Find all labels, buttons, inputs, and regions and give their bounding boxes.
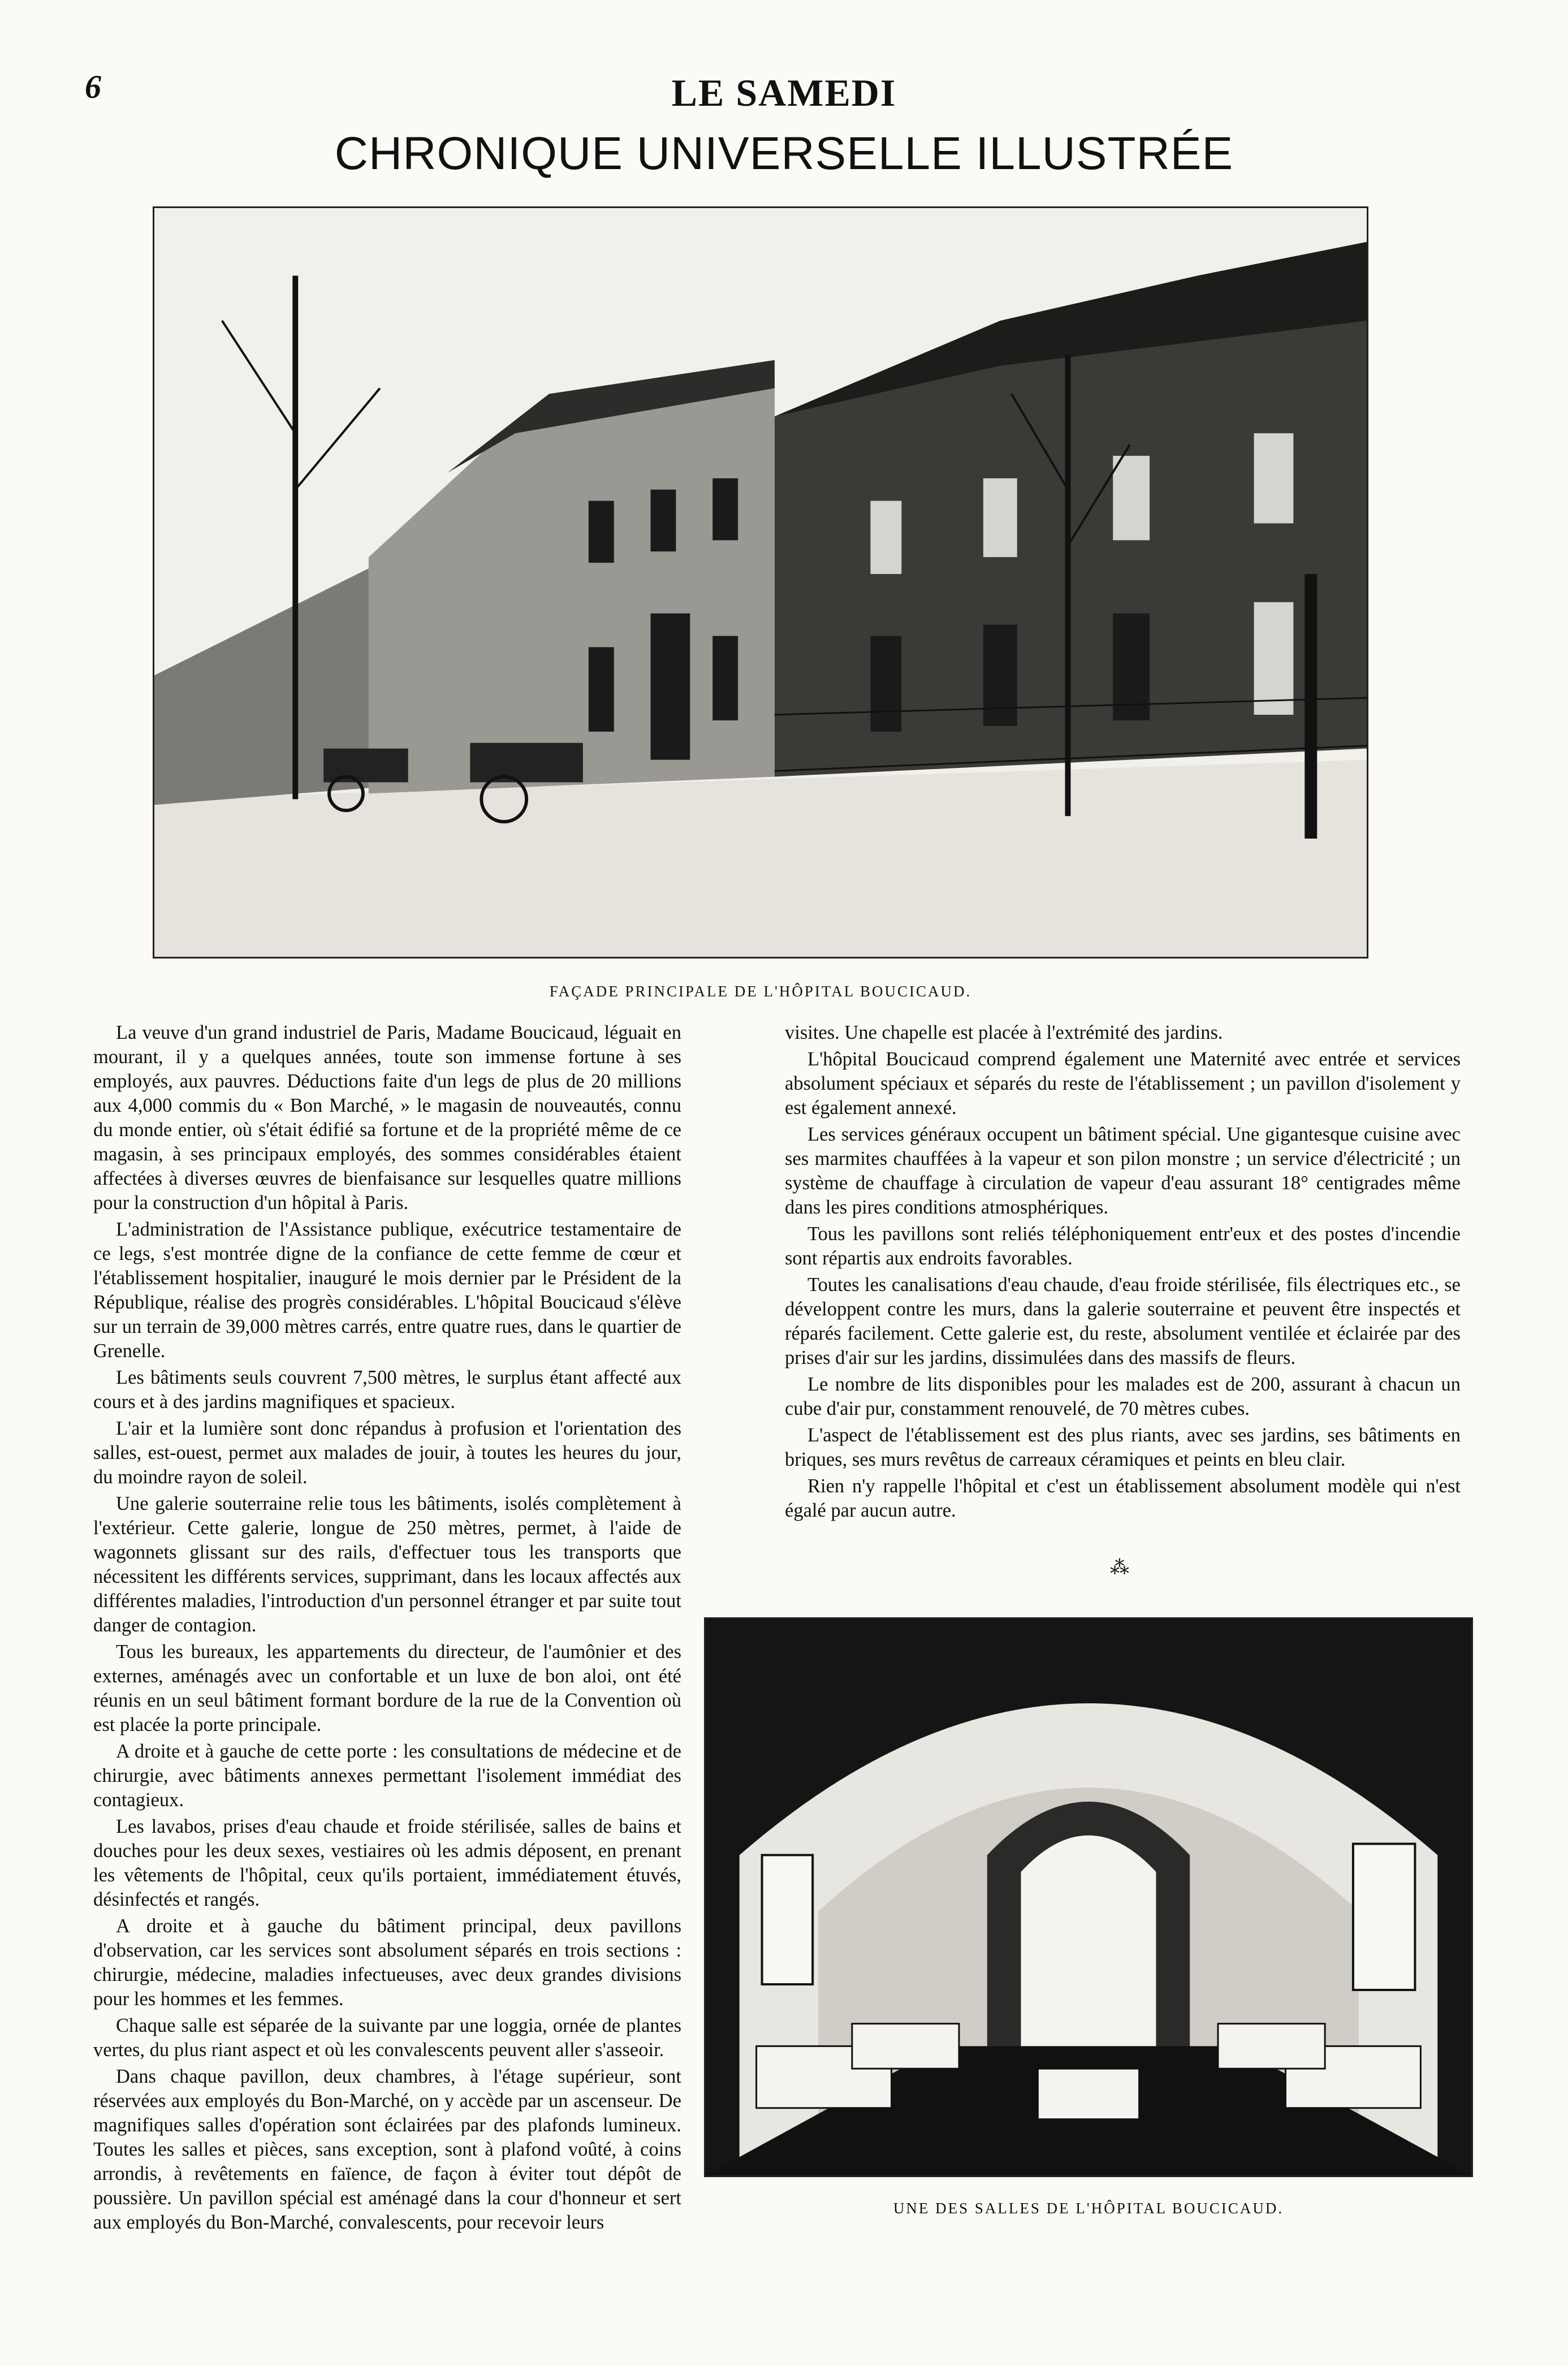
ward-caption: UNE DES SALLES DE L'HÔPITAL BOUCICAUD. bbox=[893, 2200, 1284, 2217]
article-paragraph: Toutes les canalisations d'eau chaude, d'eau froide stérilisée, fils électriques etc., se développent contre les murs, dans la galerie souterraine et peuvent être inspectés et réparés facilement. Cette galerie est, du reste, absolument ventilée et éclairée par des prises d'air sur les jardins, dissimulées dans des massifs de fleurs. bbox=[785, 1274, 1461, 1368]
section-asterism: ⁂ bbox=[1110, 1557, 1129, 1578]
article-paragraph: Dans chaque pavillon, deux chambres, à l'étage supérieur, sont réservées aux employés du Bon-Marché, on y accède par un ascenseur. De magnifiques salles d'opération sont éclairées par des plafonds lumineux. Toutes les salles et pièces, sans exception, sont à plafond voûté, à coins arrondis, à revêtements en faïence, de façon à éviter tout dépôt de poussière. Un pavillon spécial est aménagé dans la cour d'honneur et sert aux employés du Bon-Marché, convalescents, pour recevoir leurs bbox=[93, 2066, 681, 2233]
article-paragraph: A droite et à gauche du bâtiment principal, deux pavillons d'observation, car les services sont absolument séparés en trois sections : chirurgie, médecine, maladies infectueuses, avec deux grandes divisions pour les hommes et les femmes. bbox=[93, 1915, 681, 2010]
article-paragraph: Les services généraux occupent un bâtiment spécial. Une gigantesque cuisine avec ses marmites chauffées à la vapeur et son pilon monstre ; un service d'électricité ; un système de chauffage à circulation de vapeur d'eau assurant 18° centigrades même dans les pires conditions atmosphériques. bbox=[785, 1124, 1461, 1218]
article-column-left bbox=[93, 1021, 681, 2237]
article-paragraph: L'aspect de l'établissement est des plus riants, avec ses jardins, ses bâtiments en briques, ses murs revêtus de carreaux céramiques et peints en bleu clair. bbox=[785, 1424, 1461, 1470]
article-paragraph: L'hôpital Boucicaud comprend également une Maternité avec entrée et services absolument spéciaux et séparés du reste de l'établissement ; un pavillon d'isolement y est également annexé. bbox=[785, 1048, 1461, 1119]
article-paragraph: Chaque salle est séparée de la suivante par une loggia, ornée de plantes vertes, du plus riant aspect et où les convalescents peuvent aller s'asseoir. bbox=[93, 2015, 681, 2061]
article-paragraph: Le nombre de lits disponibles pour les malades est de 200, assurant à chacun un cube d'air pur, constamment renouvelé, de 70 mètres cubes. bbox=[785, 1374, 1461, 1419]
article-paragraph: Tous les bureaux, les appartements du directeur, de l'aumônier et des externes, aménagés avec un confortable et un luxe de bon aloi, ont été réunis en un seul bâtiment formant bordure de la rue de la Convention où est placée la porte principale. bbox=[93, 1641, 681, 1735]
page-number: 6 bbox=[85, 68, 101, 105]
journal-subtitle: CHRONIQUE UNIVERSELLE ILLUSTRÉE bbox=[334, 128, 1234, 179]
article-paragraph: L'air et la lumière sont donc répandus à profusion et l'orientation des salles, est-ouest, permet aux malades de jouir, à toutes les heures du jour, du moindre rayon de soleil. bbox=[93, 1418, 681, 1488]
hospital-ward-illustration bbox=[704, 1617, 1473, 2177]
article-paragraph: Les bâtiments seuls couvrent 7,500 mètres, le surplus étant affecté aux cours et à des jardins magnifiques et spacieux. bbox=[93, 1367, 681, 1413]
article-paragraph: Les lavabos, prises d'eau chaude et froide stérilisée, salles de bains et douches pour les deux sexes, vestiaires où les admis déposent, en prenant les vêtements de l'hôpital, ceux qu'ils portaient, immédiatement étuvés, désinfectés et rangés. bbox=[93, 1816, 681, 1910]
article-paragraph: Rien n'y rappelle l'hôpital et c'est un établissement absolument modèle qui n'est égalé par aucun autre. bbox=[785, 1475, 1461, 1521]
facade-illustration bbox=[153, 206, 1368, 959]
article-paragraph: visites. Une chapelle est placée à l'extrémité des jardins. bbox=[785, 1022, 1223, 1043]
article-paragraph: Tous les pavillons sont reliés téléphoniquement entr'eux et des postes d'incendie sont répartis aux endroits favorables. bbox=[785, 1223, 1461, 1269]
article-paragraph: Une galerie souterraine relie tous les bâtiments, isolés complètement à l'extérieur. Cette galerie, longue de 250 mètres, permet, à l'aide de wagonnets glissant sur des rails, d'effectuer tous les transports que nécessitent les différents services, supprimant, dans les locaux affectés aux différentes maladies, l'introduction d'un personnel étranger et par suite tout danger de contagion. bbox=[93, 1493, 681, 1636]
article-column-right bbox=[785, 1021, 1461, 1525]
facade-caption: FAÇADE PRINCIPALE DE L'HÔPITAL BOUCICAUD. bbox=[549, 983, 972, 1000]
article-paragraph: La veuve d'un grand industriel de Paris, Madame Boucicaud, léguait en mourant, il y a quelques années, toute son immense fortune à ses employés, aux pauvres. Déductions faite d'un legs de plus de 20 millions aux 4,000 commis du « Bon Marché, » le magasin de nouveautés, connu du monde entier, où s'était édifié sa fortune et de la propriété même de ce magasin, à ses principaux employés, des sommes considérables étaient affectées à diverses œuvres de bienfaisance sur lesquelles quatre millions pour la construction d'un hôpital à Paris. bbox=[93, 1022, 681, 1214]
article-paragraph: L'administration de l'Assistance publique, exécutrice testamentaire de ce legs, s'est montrée digne de la confiance de cette femme de cœur et l'établissement hospitalier, inauguré le mois dernier par le Président de la République, réalise des progrès considérables. L'hôpital Boucicaud s'élève sur un terrain de 39,000 mètres carrés, entre quatre rues, dans le quartier de Grenelle. bbox=[93, 1219, 681, 1362]
journal-name: LE SAMEDI bbox=[671, 71, 897, 114]
article-paragraph: A droite et à gauche de cette porte : les consultations de médecine et de chirurgie, avec bâtiments annexes permettant l'isolement immédiat des contagieux. bbox=[93, 1741, 681, 1811]
